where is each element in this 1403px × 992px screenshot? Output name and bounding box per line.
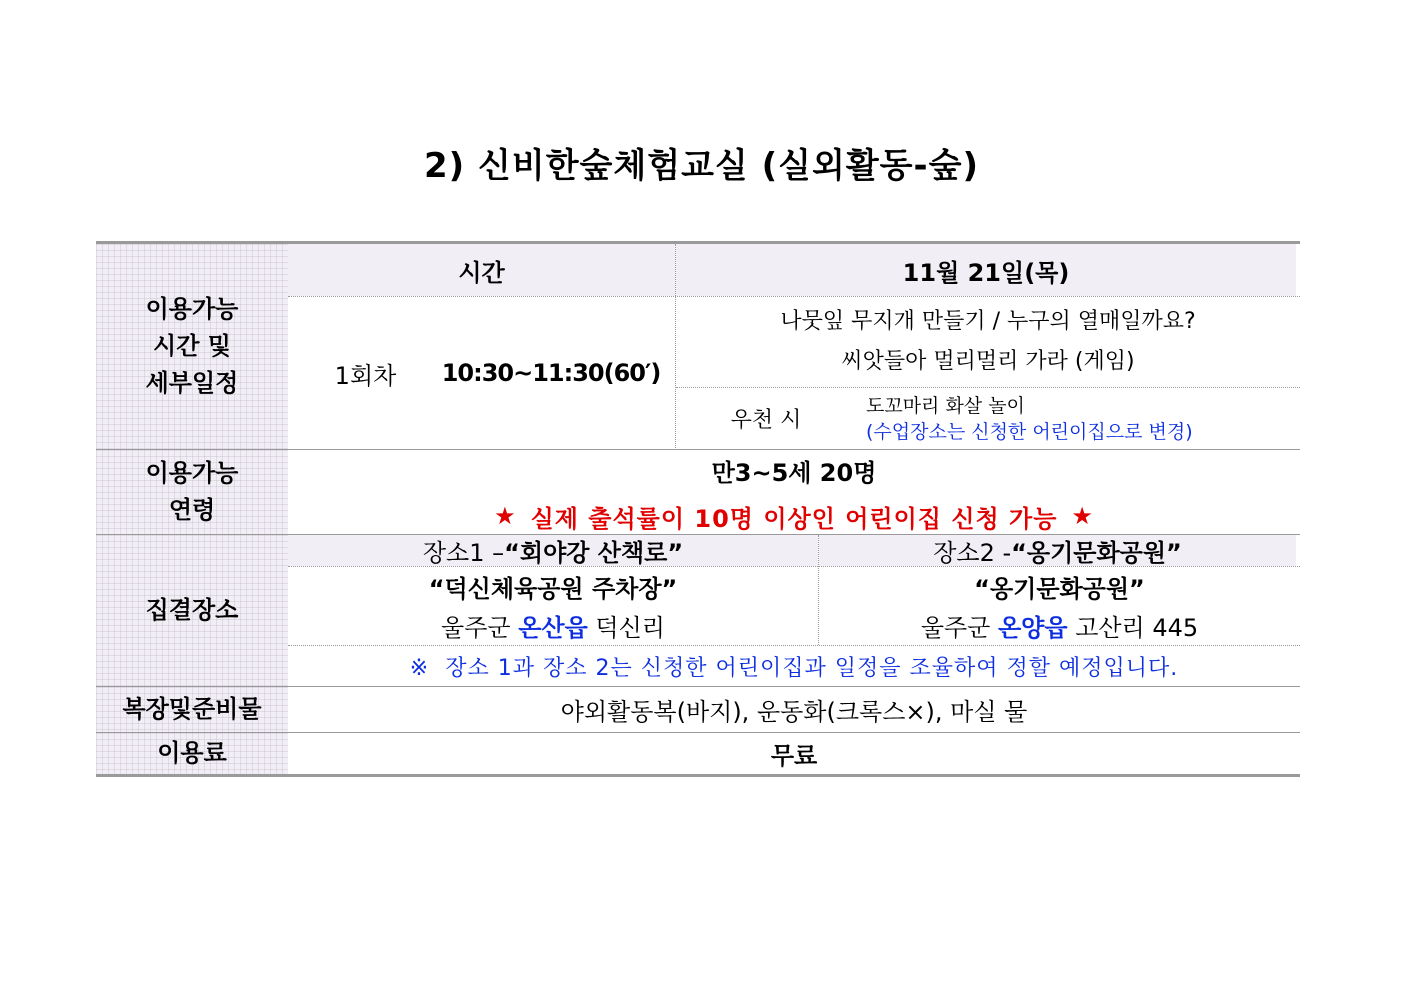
rain-activity: 도꼬마리 화살 놀이 [866,394,1025,417]
rain-plan [866,388,1286,449]
fee-value: 무료 [770,742,818,770]
place2-address-suffix: 고산리 445 [1067,613,1199,642]
place2-detail: “옹기문화공원” [974,574,1145,603]
attendance-notice [288,498,1300,534]
attendance-notice-text: 실제 출석률이 10명 이상인 어린이집 신청 가능 [530,504,1058,533]
place1-address [288,606,818,644]
place2-address [819,606,1300,644]
activity-list [676,297,1300,387]
activity-item: 씨앗들아 멀리멀리 가라 (게임) [841,349,1135,374]
clothing-value: 야외활동복(바지), 운동화(크록스×), 마실 물 [560,698,1028,726]
place1-header [288,535,818,566]
schedule-label-line1: 이용가능 [145,295,239,323]
star-icon: ★ [1071,502,1094,530]
meeting-label [96,535,288,686]
rain-location-note: (수업장소는 신청한 어린이집으로 변경) [866,420,1193,443]
fee-label-text: 이용료 [157,739,227,767]
age-label-line2: 연령 [168,496,216,524]
place2-header-label: 장소2 - [933,539,1012,567]
time-header: 시간 [288,244,675,296]
place2-address-town: 온양읍 [998,613,1068,642]
schedule-label [96,244,288,449]
session-time: 10:30~11:30(60′) [441,359,661,387]
page-title: 2) 신비한숲체험교실 (실외활동-숲) [423,146,980,186]
activity-item: 나뭇잎 무지개 만들기 / 누구의 열매일까요? [780,309,1196,334]
rain-label: 우천 시 [730,408,802,433]
place1-header-name: “회야강 산책로” [504,539,684,567]
place1-address-town: 온산읍 [518,613,588,642]
program-info-table [96,241,1300,777]
fee-label [96,733,288,774]
meeting-label-text: 집결장소 [145,596,239,624]
place2-header-name: “옹기문화공원” [1011,539,1182,567]
age-value: 만3~5세 20명 [711,458,877,487]
place1-address-suffix: 덕신리 [587,613,665,642]
age-label-line1: 이용가능 [145,459,239,487]
place2-address-prefix: 울주군 [920,613,998,642]
date-header: 11월 21일(목) [676,244,1296,296]
session-number: 1회차 [334,361,397,390]
clothing-label [96,687,288,732]
schedule-label-line3: 세부일정 [145,369,239,397]
place1-detail: “덕신체육공원 주차장” [428,574,678,603]
schedule-label-line2: 시간 및 [153,332,231,360]
age-label [96,450,288,534]
star-icon: ★ [494,502,517,530]
place2-header [819,535,1296,566]
meeting-note: ※ 장소 1과 장소 2는 신청한 어린이집과 일정을 조율하여 정할 예정입니다. [409,655,1179,681]
clothing-label-text: 복장및준비물 [122,695,262,723]
place1-address-prefix: 울주군 [441,613,519,642]
place1-header-label: 장소1 – [422,539,505,567]
